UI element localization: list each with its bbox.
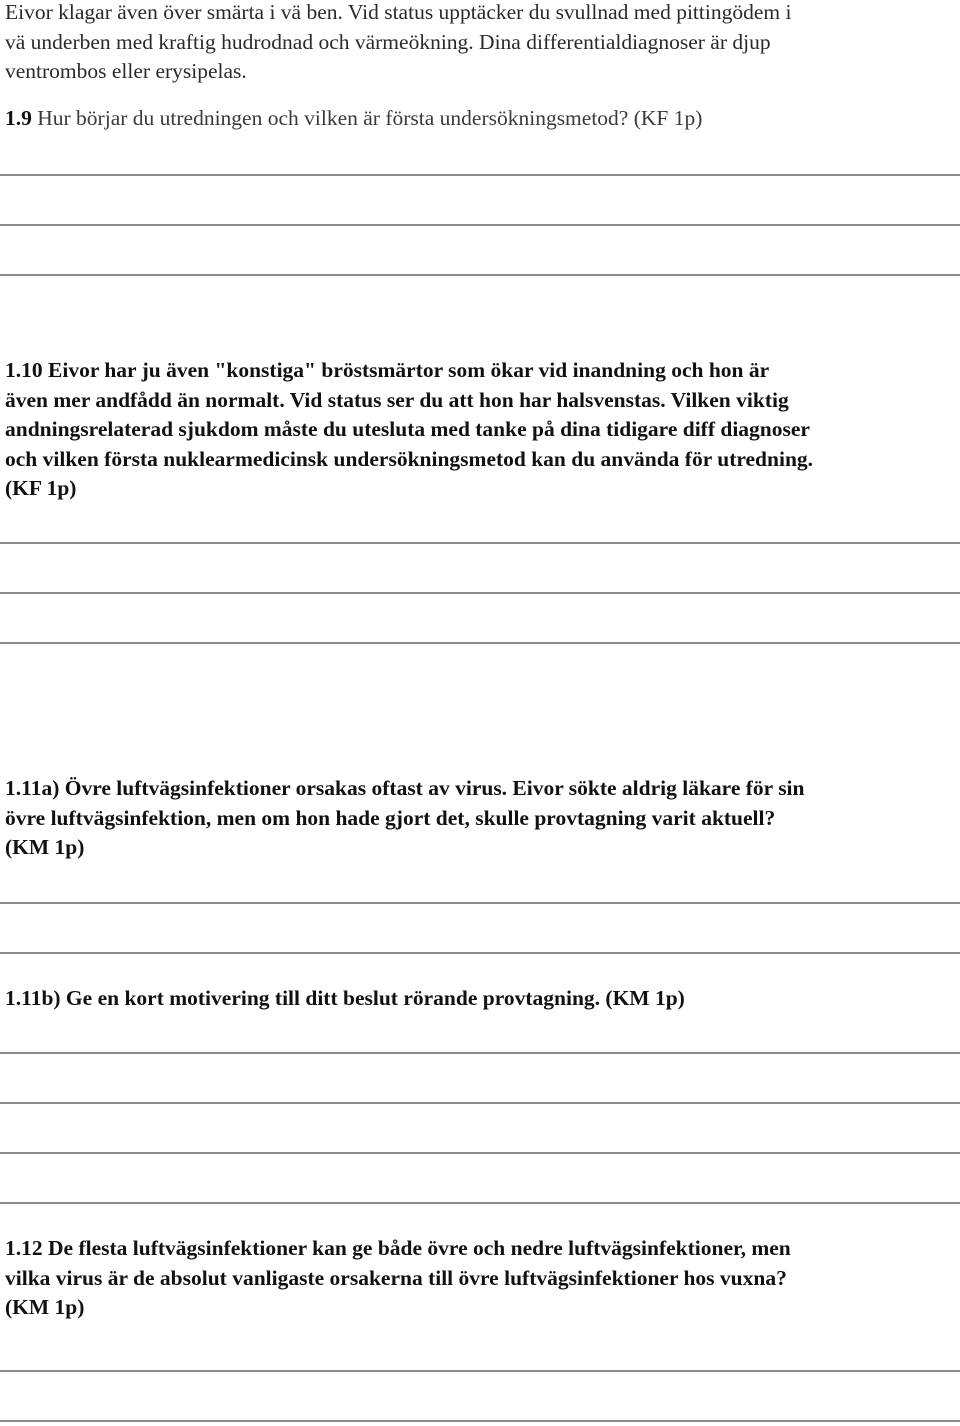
answer-line-1-10-b[interactable] (0, 592, 960, 594)
answer-line-1-9-a[interactable] (0, 174, 960, 176)
question-1-10-line-5: (KF 1p) (5, 476, 77, 500)
question-1-10-line-1: 1.10 Eivor har ju även "konstiga" bröstsmärtor som ökar vid inandning och hon är (5, 358, 770, 382)
question-1-9-text: Hur börjar du utredningen och vilken är första undersökningsmetod? (KF 1p) (31, 106, 703, 130)
answer-line-1-10-c[interactable] (0, 642, 960, 644)
question-1-10 (5, 356, 957, 504)
question-1-10-line-3: andningsrelaterad sjukdom måste du utesluta med tanke på dina tidigare diff diagnoser (5, 417, 810, 441)
question-1-12-line-3: (KM 1p) (5, 1295, 85, 1319)
question-1-12 (5, 1234, 957, 1323)
question-1-11a-line-3: (KM 1p) (5, 835, 85, 859)
question-1-9 (5, 104, 957, 134)
answer-line-1-12-a[interactable] (0, 1370, 960, 1372)
answer-line-1-11b-b[interactable] (0, 1102, 960, 1104)
question-1-11a-line-1: 1.11a) Övre luftvägsinfektioner orsakas oftast av virus. Eivor sökte aldrig läkare för sin (5, 776, 805, 800)
intro-line-3: ventrombos eller erysipelas. (5, 59, 247, 83)
question-1-11b-line-1: 1.11b) Ge en kort motivering till ditt beslut rörande provtagning. (KM 1p) (5, 986, 685, 1010)
question-1-10-line-2: även mer andfådd än normalt. Vid status ser du att hon har halsvenstas. Vilken viktig (5, 387, 789, 412)
answer-line-1-11a-a[interactable] (0, 902, 960, 904)
question-1-11a-line-2: övre luftvägsinfektion, men om hon hade gjort det, skulle provtagning varit aktuell? (5, 805, 776, 830)
answer-line-1-11b-a[interactable] (0, 1052, 960, 1054)
answer-line-1-10-a[interactable] (0, 542, 960, 544)
question-1-9-number: 1.9 (5, 106, 32, 130)
answer-line-1-11b-d[interactable] (0, 1202, 960, 1204)
question-1-12-line-1: 1.12 De flesta luftvägsinfektioner kan ge både övre och nedre luftvägsinfektioner, men (5, 1236, 791, 1260)
intro-line-2: vä underben med kraftig hudrodnad och värmeökning. Dina differentialdiagnoser är djup (5, 29, 771, 54)
answer-line-1-11b-c[interactable] (0, 1152, 960, 1154)
answer-line-1-11a-b[interactable] (0, 952, 960, 954)
answer-line-1-9-b[interactable] (0, 224, 960, 226)
answer-line-1-12-b[interactable] (0, 1420, 960, 1422)
answer-line-1-9-c[interactable] (0, 274, 960, 276)
question-1-10-line-4: och vilken första nuklearmedicinsk undersökningsmetod kan du använda för utredning. (5, 446, 814, 471)
question-1-12-line-2: vilka virus är de absolut vanligaste orsakerna till övre luftvägsinfektioner hos vuxna? (5, 1265, 787, 1290)
question-1-11a (5, 774, 957, 863)
intro-paragraph (5, 0, 957, 87)
question-1-11b (5, 984, 957, 1014)
intro-line-1: Eivor klagar även över smärta i vä ben. Vid status upptäcker du svullnad med pittingödem i (5, 0, 792, 24)
